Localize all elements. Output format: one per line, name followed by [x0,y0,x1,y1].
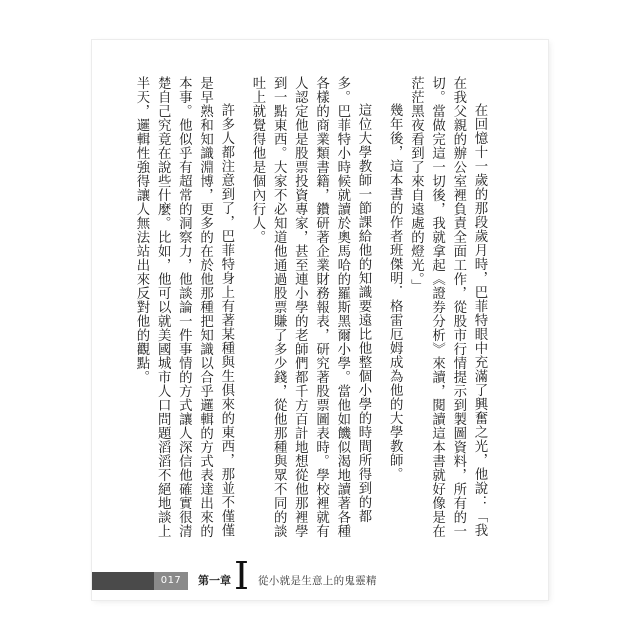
chapter-label: 第一章 [198,574,231,587]
chapter-numeral: I [234,554,250,598]
paragraph-4: 許多人都注意到了，巴菲特身上有著某種與生俱來的東西，那並不僅僅是早熟和知識淵博，更多的在於他那種把知識以合乎邏輯的方式表達出來的本事。他似乎有超常的洞察力，他談論一件事情的方式讓人深信他確實很清楚自己究竟在說些什麼。比如，他可以就美國城市人口問題滔滔不絕地談上半天，邏輯性強得讓人無法站出來反對他的觀點。 [133,76,234,538]
footer-bar [92,572,154,590]
chapter-title: 從小就是生意上的鬼靈精 [258,575,377,587]
paragraph-2: 幾年後，這本書的作者班傑明．格雷厄姆成為他的大學教師。 [387,102,403,481]
body-text [90,76,490,546]
paragraph-1: 在回憶十一歲的那段歲月時，巴菲特眼中充滿了興奮之光，他說：「我在我父親的辦公室裡負責全面工作，從股市行情提示到製圖資料，所有的一切。當做完這一切後，我就拿起《證券分析》來讀，閱讀這本書就好像是在茫茫黑夜看到了來自遠處的燈光。」 [408,76,487,538]
page-number: 017 [154,572,188,590]
paragraph-3: 這位大學教師一節課給他的知識要遠比他整個小學的時間所得到的都多。巴菲特小時候就讀於奧馬哈的羅斯黑爾小學。當他如饑似渴地讀著各種各樣的商業類書籍，鑽研著企業財務報表，研究著股票圖表時。學校裡就有人認定他是股票投資專家，甚至連小學的老師們都千方百計地想從他那裡學到一點東西。大家不必知道他通過股票賺了多少錢，從他那種與眾不同的談吐上就覺得他是個內行人。 [249,76,371,538]
page-footer [92,554,548,600]
book-page [92,40,548,600]
